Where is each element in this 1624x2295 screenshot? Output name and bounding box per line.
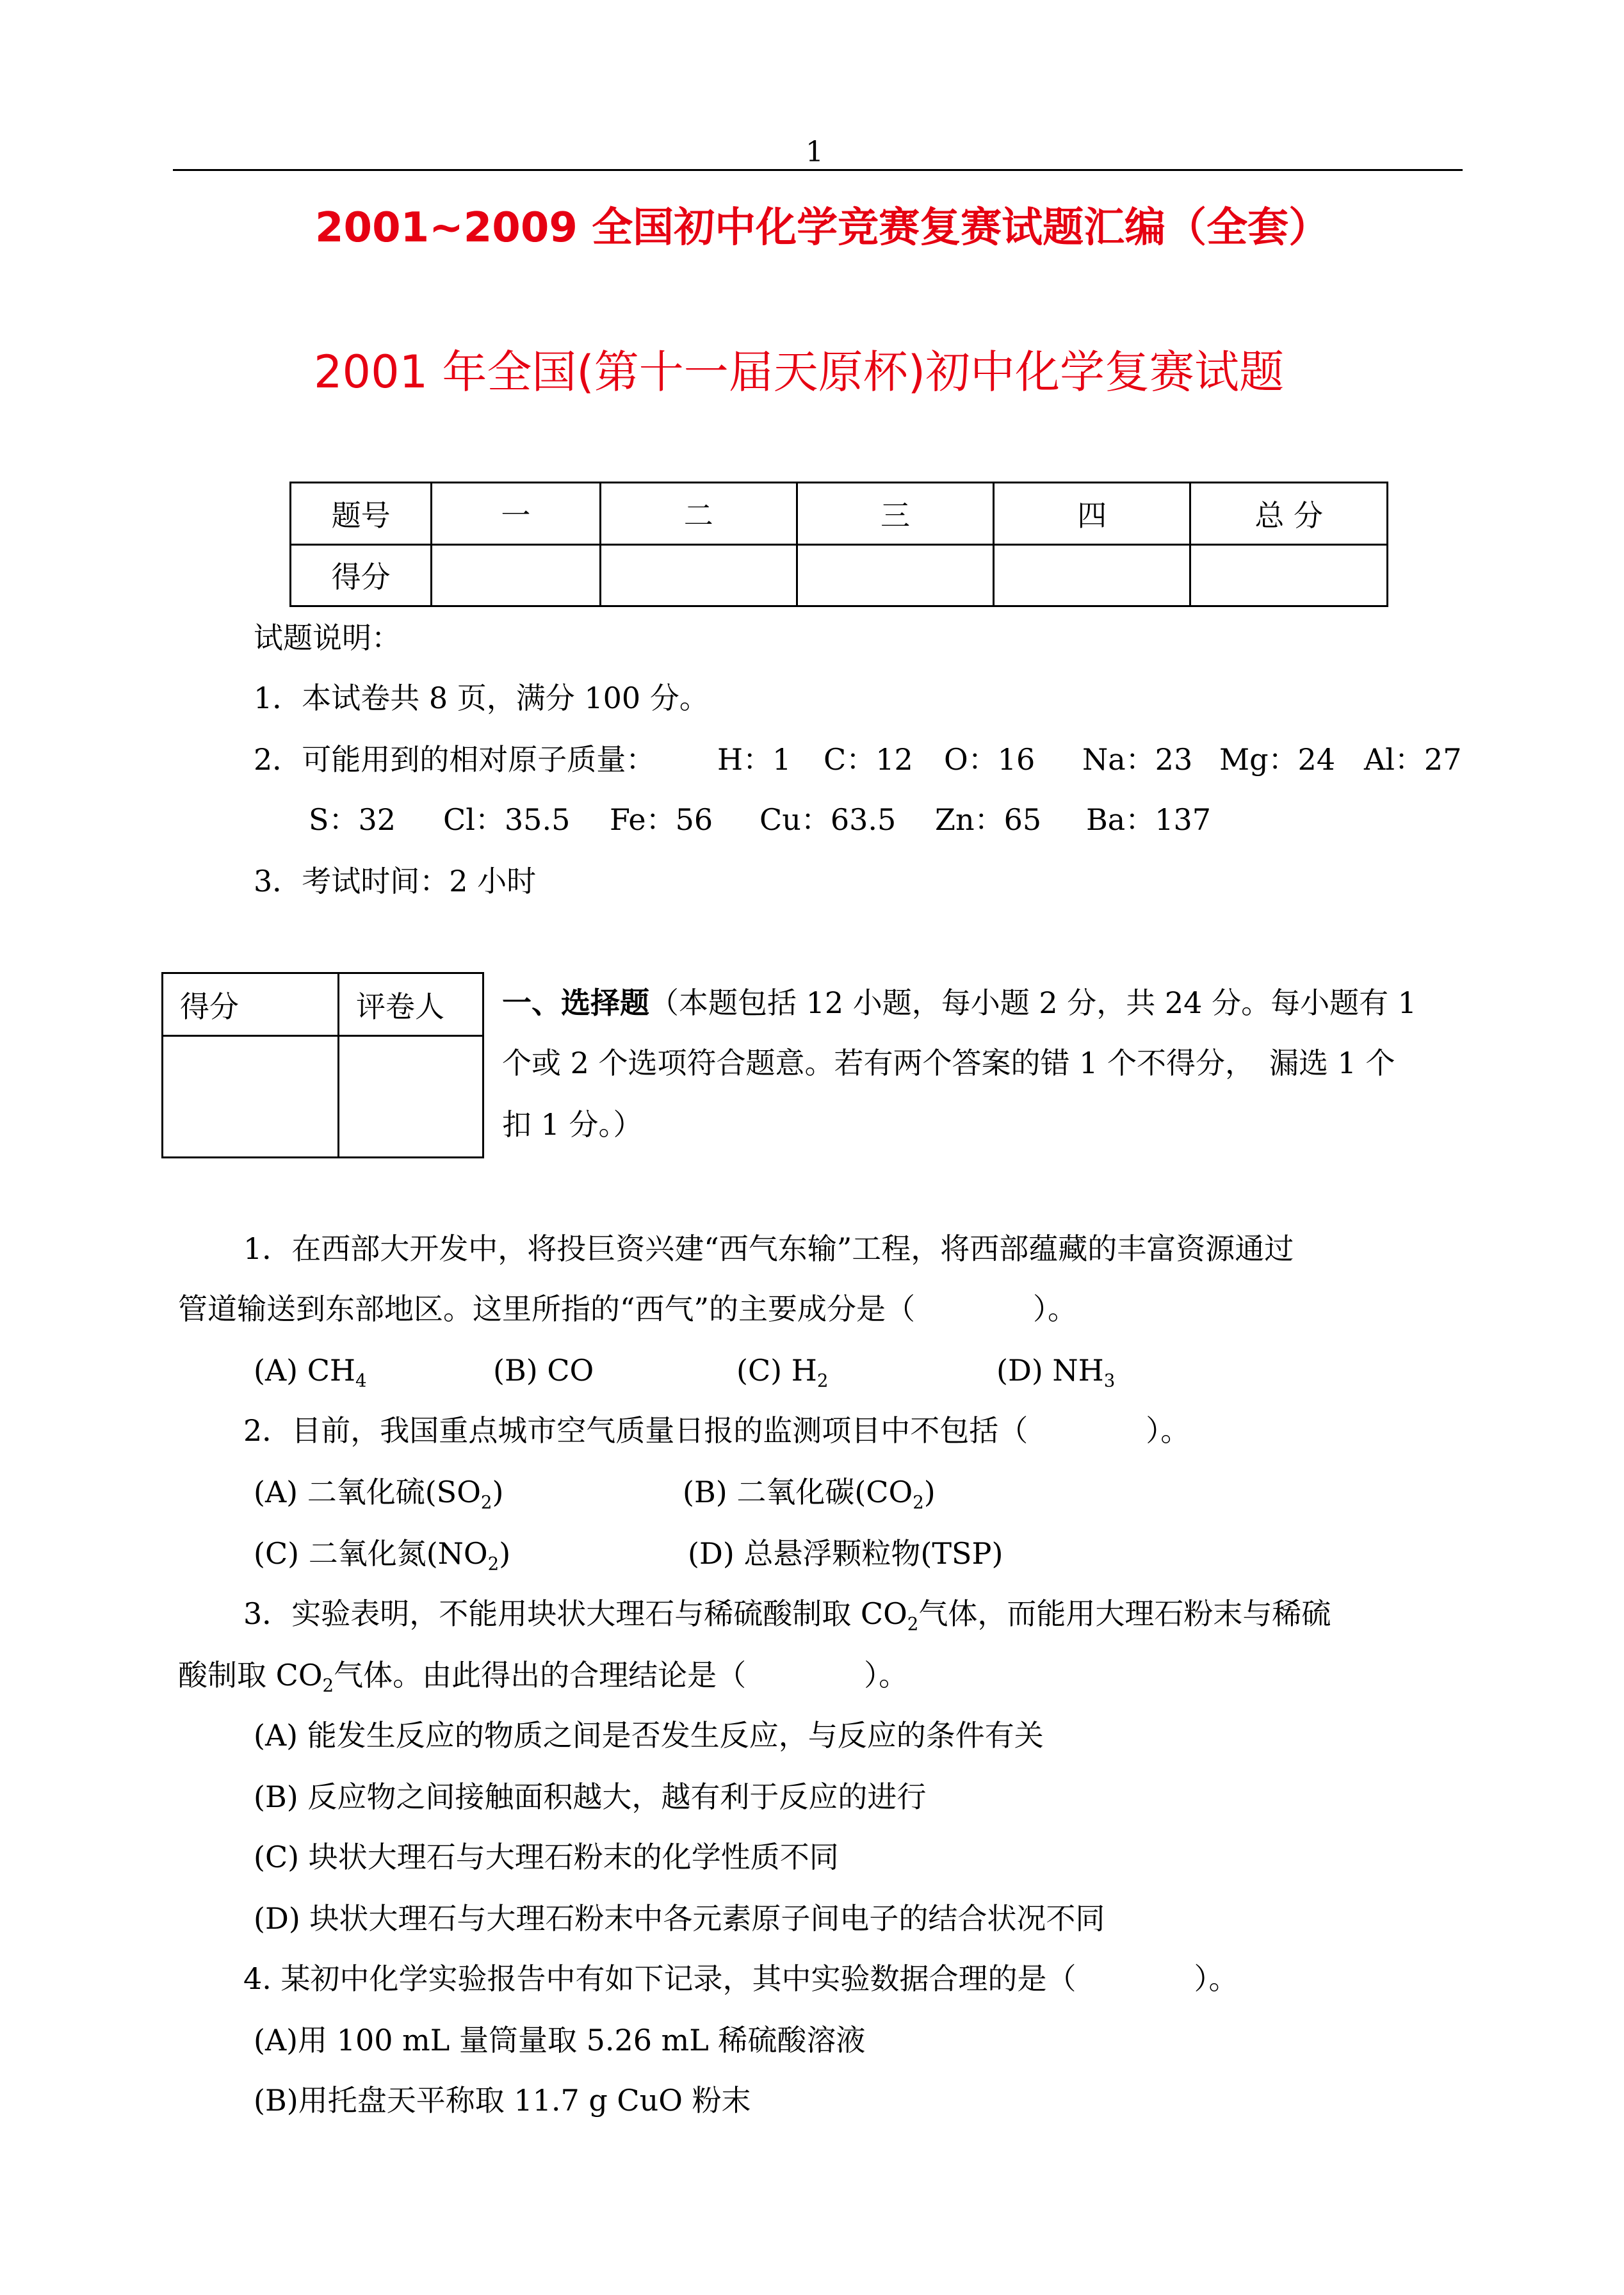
answer-option[interactable]: (B) CO bbox=[493, 1353, 594, 1388]
answer-option[interactable]: (D) 块状大理石与大理石粉末中各元素原子间电子的结合状况不同 bbox=[254, 1901, 1105, 1936]
answer-option[interactable]: (A) $CH_4$ bbox=[254, 1353, 367, 1391]
grader-score-cell[interactable] bbox=[163, 1036, 339, 1158]
score-cell[interactable] bbox=[994, 544, 1190, 606]
atomic-mass: O：16 bbox=[944, 742, 1035, 777]
section-title: 一、选择题 bbox=[502, 985, 649, 1020]
score-table-header: 四 bbox=[994, 483, 1190, 545]
atomic-mass: S：32 bbox=[309, 802, 396, 837]
instruction-item: 1．本试卷共 8 页，满分 100 分。 bbox=[254, 681, 709, 715]
section-desc-line: 扣 1 分。） bbox=[502, 1107, 643, 1142]
question-text: 酸制取 $CO_2$气体。由此得出的合理结论是（ ）。 bbox=[178, 1658, 909, 1696]
score-cell[interactable] bbox=[1190, 544, 1388, 606]
section-description bbox=[502, 984, 1417, 1022]
answer-option[interactable]: (B) 二氧化碳$(CO_2)$ bbox=[683, 1475, 936, 1513]
atomic-mass: H：1 bbox=[717, 742, 792, 777]
answer-option[interactable]: (B)用托盘天平称取 11.7 g CuO 粉末 bbox=[254, 2083, 751, 2118]
atomic-mass: C：12 bbox=[824, 742, 913, 777]
question-text: 1．在西部大开发中，将投巨资兴建“西气东输”工程，将西部蕴藏的丰富资源通过 bbox=[243, 1231, 1294, 1266]
grader-table bbox=[161, 972, 484, 1158]
instruction-item: 2．可能用到的相对原子质量： bbox=[254, 742, 656, 777]
atomic-mass: Fe：56 bbox=[610, 802, 713, 837]
atomic-mass: Ba：137 bbox=[1086, 802, 1212, 837]
score-cell[interactable] bbox=[797, 544, 993, 606]
header-rule bbox=[173, 169, 1463, 171]
atomic-mass: Cl：35.5 bbox=[443, 802, 571, 837]
score-table-header: 题号 bbox=[291, 483, 432, 545]
instruction-item: 3．考试时间：2 小时 bbox=[254, 864, 537, 898]
score-cell[interactable] bbox=[432, 544, 601, 606]
answer-option[interactable]: (D) 总悬浮颗粒物(TSP) bbox=[688, 1536, 1003, 1571]
grader-score-label: 得分 bbox=[163, 973, 339, 1036]
answer-option[interactable]: (C) $H_2$ bbox=[736, 1353, 829, 1391]
question-text: 2．目前，我国重点城市空气质量日报的监测项目中不包括（ ）。 bbox=[243, 1413, 1190, 1448]
answer-option[interactable]: (D) $NH_3$ bbox=[996, 1353, 1116, 1391]
atomic-mass: Al：27 bbox=[1364, 742, 1462, 777]
answer-option[interactable]: (A) 能发生反应的物质之间是否发生反应，与反应的条件有关 bbox=[254, 1718, 1044, 1753]
score-table-header: 总 分 bbox=[1190, 483, 1388, 545]
page-number: 1 bbox=[806, 136, 824, 168]
score-table bbox=[289, 482, 1388, 607]
section-desc-line: （本题包括 12 小题，每小题 2 分，共 24 分。每小题有 1 bbox=[649, 985, 1417, 1020]
atomic-mass: Cu：63.5 bbox=[759, 802, 897, 837]
answer-option[interactable]: (C) 二氧化氮$(NO_2)$ bbox=[254, 1536, 511, 1575]
question-text: 4. 某初中化学实验报告中有如下记录，其中实验数据合理的是（ ）。 bbox=[243, 1961, 1238, 1996]
instructions-heading: 试题说明： bbox=[254, 620, 401, 655]
grader-name-cell[interactable] bbox=[339, 1036, 483, 1158]
score-cell[interactable] bbox=[600, 544, 797, 606]
answer-option[interactable]: (A) 二氧化硫$(SO_2)$ bbox=[254, 1475, 504, 1513]
grader-name-label: 评卷人 bbox=[339, 973, 483, 1036]
document-title: 2001~2009 全国初中化学竞赛复赛试题汇编（全套） bbox=[315, 204, 1330, 252]
score-table-header: 二 bbox=[600, 483, 797, 545]
score-table-header: 三 bbox=[797, 483, 993, 545]
atomic-mass: Mg：24 bbox=[1219, 742, 1336, 777]
question-text: 3．实验表明，不能用块状大理石与稀硫酸制取 $CO_2$气体，而能用大理石粉末与稀硫 bbox=[243, 1596, 1331, 1635]
section-desc-line: 个或 2 个选项符合题意。若有两个答案的错 1 个不得分， 漏选 1 个 bbox=[502, 1046, 1395, 1080]
atomic-mass: Na：23 bbox=[1082, 742, 1193, 777]
score-table-header: 一 bbox=[432, 483, 601, 545]
score-row-label: 得分 bbox=[291, 544, 432, 606]
answer-option[interactable]: (C) 块状大理石与大理石粉末的化学性质不同 bbox=[254, 1840, 839, 1874]
answer-option[interactable]: (A)用 100 mL 量筒量取 5.26 mL 稀硫酸溶液 bbox=[254, 2023, 866, 2057]
answer-option[interactable]: (B) 反应物之间接触面积越大，越有利于反应的进行 bbox=[254, 1780, 927, 1814]
question-text: 管道输送到东部地区。这里所指的“西气”的主要成分是（ ）。 bbox=[178, 1292, 1078, 1326]
atomic-mass: Zn：65 bbox=[935, 802, 1042, 837]
exam-title: 2001 年全国(第十一届天原杯)初中化学复赛试题 bbox=[314, 346, 1285, 398]
